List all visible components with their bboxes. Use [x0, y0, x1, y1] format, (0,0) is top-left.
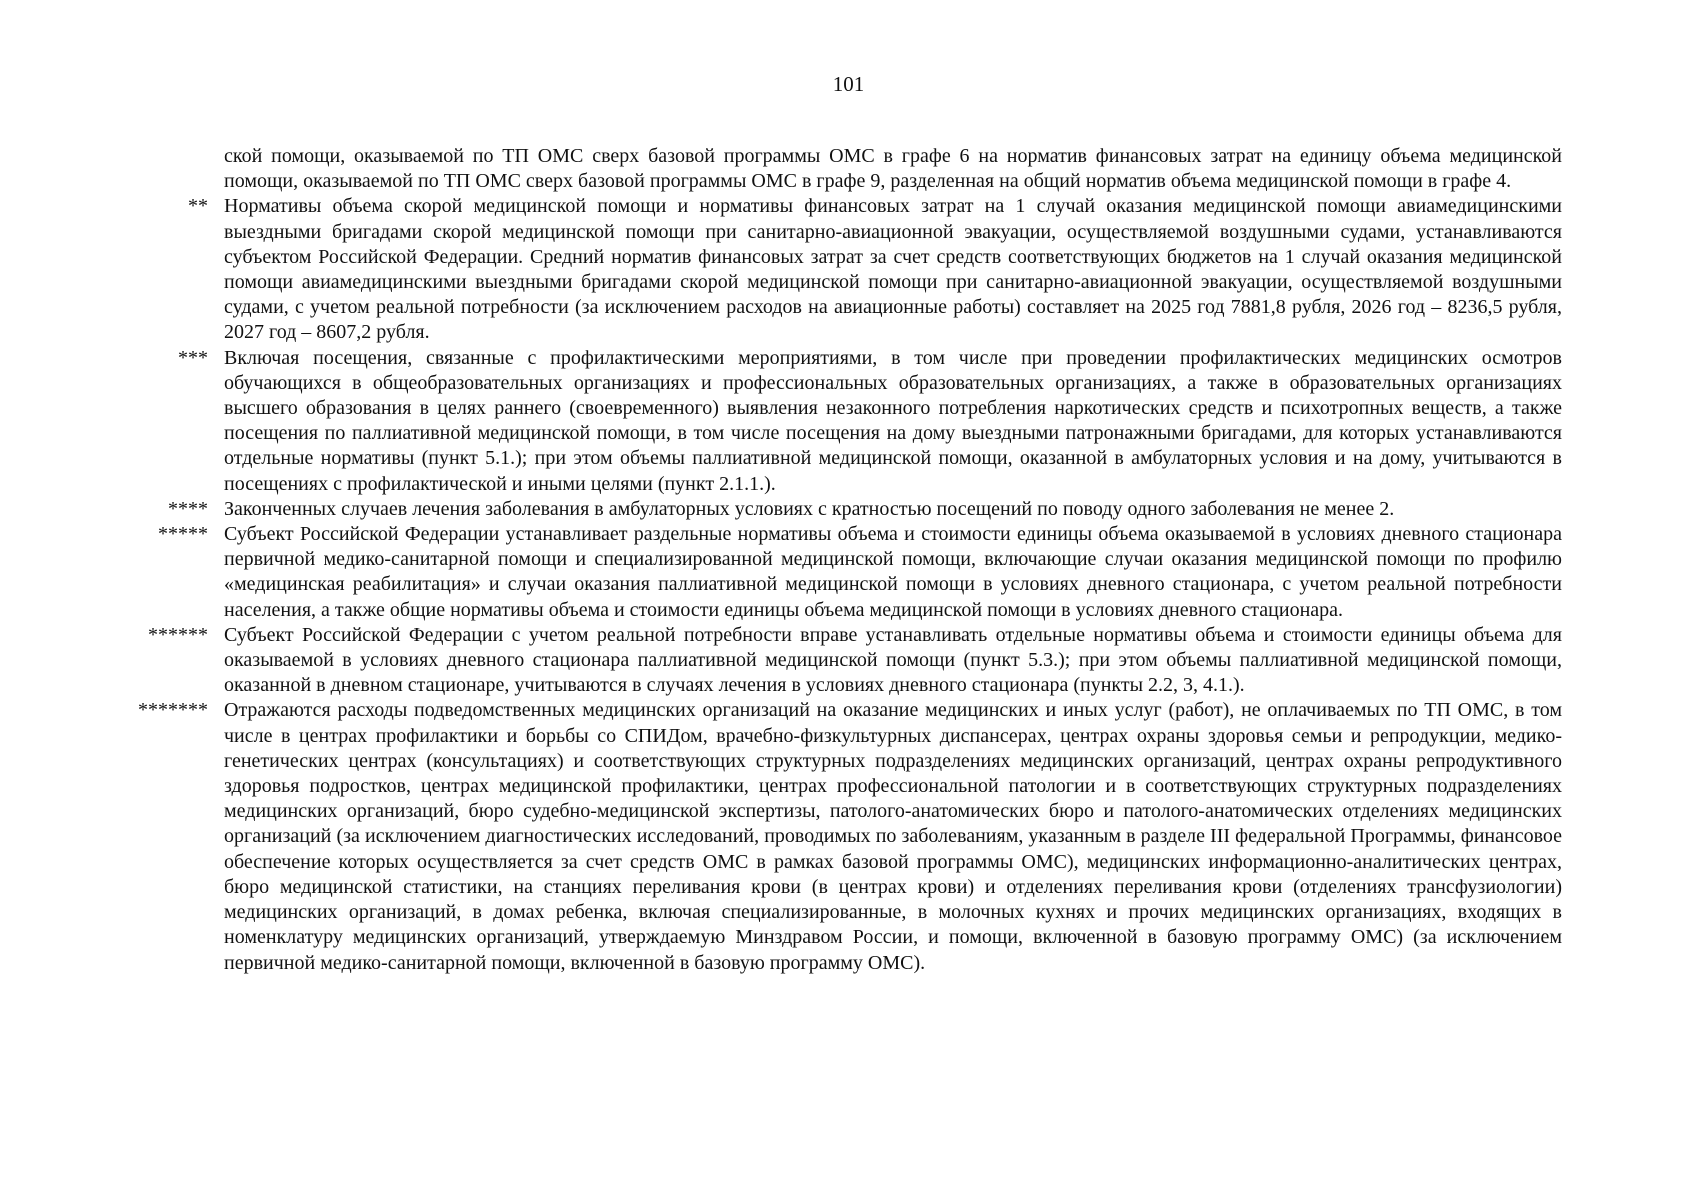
footnote-text: Включая посещения, связанные с профилактическими мероприятиями, в том числе при проведении профилактических медицинских осмотров обучающихся в общеобразовательных организациях и профессиональных образовательных организациях, а также в образовательных организациях высшего образования в целях раннего (своевременного) выявления незаконного потребления наркотических средств и психотропных веществ, а также посещения по паллиативной медицинской помощи, в том числе посещения на дому выездными патронажными бригадами, для которых устанавливаются отдельные нормативы (пункт 5.1.); при этом объемы паллиативной медицинской помощи, оказанной в амбулаторных условия и на дому, учитываются в посещениях с профилактической и иными целями (пункт 2.1.1.).: [224, 346, 1562, 495]
footnote-text: Нормативы объема скорой медицинской помощи и нормативы финансовых затрат на 1 случай оказания медицинской помощи авиамедицинскими выездными бригадами скорой медицинской помощи при санитарно-авиационной эвакуации, осуществляемой воздушными судами, устанавливаются субъектом Российской Федерации. Средний норматив финансовых затрат за счет средств соответствующих бюджетов на 1 случай оказания медицинской помощи авиамедицинскими выездными бригадами скорой медицинской помощи при санитарно-авиационной эвакуации, осуществляемой воздушными судами, с учетом реальной потребности (за исключением расходов на авиационные работы) составляет на 2025 год 7881,8 рубля, 2026 год – 8236,5 рубля, 2027 год – 8607,2 рубля.: [224, 195, 1562, 344]
footnote-text: Законченных случаев лечения заболевания в амбулаторных условиях с кратностью посещений по поводу одного заболевания не менее 2.: [224, 497, 1395, 520]
footnote-marker: ***: [178, 346, 208, 369]
footnote-text: Отражаются расходы подведомственных медицинских организаций на оказание медицинских и иных услуг (работ), не оплачиваемых по ТП ОМС, в том числе в центрах профилактики и борьбы со СПИДом, врачебно-физкультурных диспансерах, центрах охраны здоровья семьи и репродукции, медико-генетических центрах (консультациях) и соответствующих структурных подразделениях медицинских организаций, центрах охраны репродуктивного здоровья подростков, центрах медицинской профилактики, центрах профессиональной патологии и в соответствующих структурных подразделениях медицинских организаций, бюро судебно-медицинской экспертизы, патолого-анатомических бюро и патолого-анатомических отделениях медицинских организаций (за исключением диагностических исследований, проводимых по заболеваниям, указанным в разделе III федеральной Программы, финансовое обеспечение которых осуществляется за счет средств ОМС в рамках базовой программы ОМС), медицинских информационно-аналитических центрах, бюро медицинской статистики, на станциях переливания крови (в центрах крови) и отделениях переливания крови (отделениях трансфузиологии) медицинских организаций, в домах ребенка, включая специализированные, в молочных кухнях и прочих медицинских организациях, входящих в номенклатуру медицинских организаций, утверждаемую Минздравом России, и помощи, включенной в базовую программу ОМС) (за исключением первичной медико-санитарной помощи, включенной в базовую программу ОМС).: [224, 699, 1562, 974]
footnote-marker: **: [188, 195, 208, 218]
footnote-marker: ****: [168, 497, 208, 520]
page-number: 101: [832, 72, 865, 96]
footnote-marker: *******: [138, 699, 208, 722]
footnote-text: Субъект Российской Федерации с учетом реальной потребности вправе устанавливать отдельные нормативы объема и стоимости единицы объема для оказываемой в условиях дневного стационара паллиативной медицинской помощи (пункт 5.3.); при этом объемы паллиативной медицинской помощи, оказанной в дневном стационаре, учитываются в случаях лечения в условиях дневного стационара (пункты 2.2, 3, 4.1.).: [224, 623, 1562, 697]
footnote-5: [0, 522, 1697, 623]
footnote-marker: ******: [148, 623, 208, 646]
footnote-continuation: [0, 144, 1697, 194]
footnote-3: [0, 346, 1697, 497]
footnote-text: Субъект Российской Федерации устанавливает раздельные нормативы объема и стоимости единицы объема оказываемой в условиях дневного стационара первичной медико-санитарной помощи и специализированной медицинской помощи, включающие случаи оказания медицинской помощи по профилю «медицинская реабилитация» и случаи оказания паллиативной медицинской помощи в условиях дневного стационара, с учетом реальной потребности населения, а также общие нормативы объема и стоимости единицы объема медицинской помощи в условиях дневного стационара.: [224, 523, 1562, 621]
footnote-4: [0, 497, 1697, 522]
footnote-marker: *****: [158, 523, 208, 546]
footnote-2: [0, 194, 1697, 345]
footnote-text: ской помощи, оказываемой по ТП ОМС сверх базовой программы ОМС в графе 6 на норматив финансовых затрат на единицу объема медицинской помощи, оказываемой по ТП ОМС сверх базовой программы ОМС в графе 9, разделенная на общий норматив объема медицинской помощи в графе 4.: [224, 145, 1562, 193]
footnote-6: [0, 623, 1697, 699]
footnote-7: [0, 698, 1697, 975]
footnotes: [0, 144, 1697, 976]
